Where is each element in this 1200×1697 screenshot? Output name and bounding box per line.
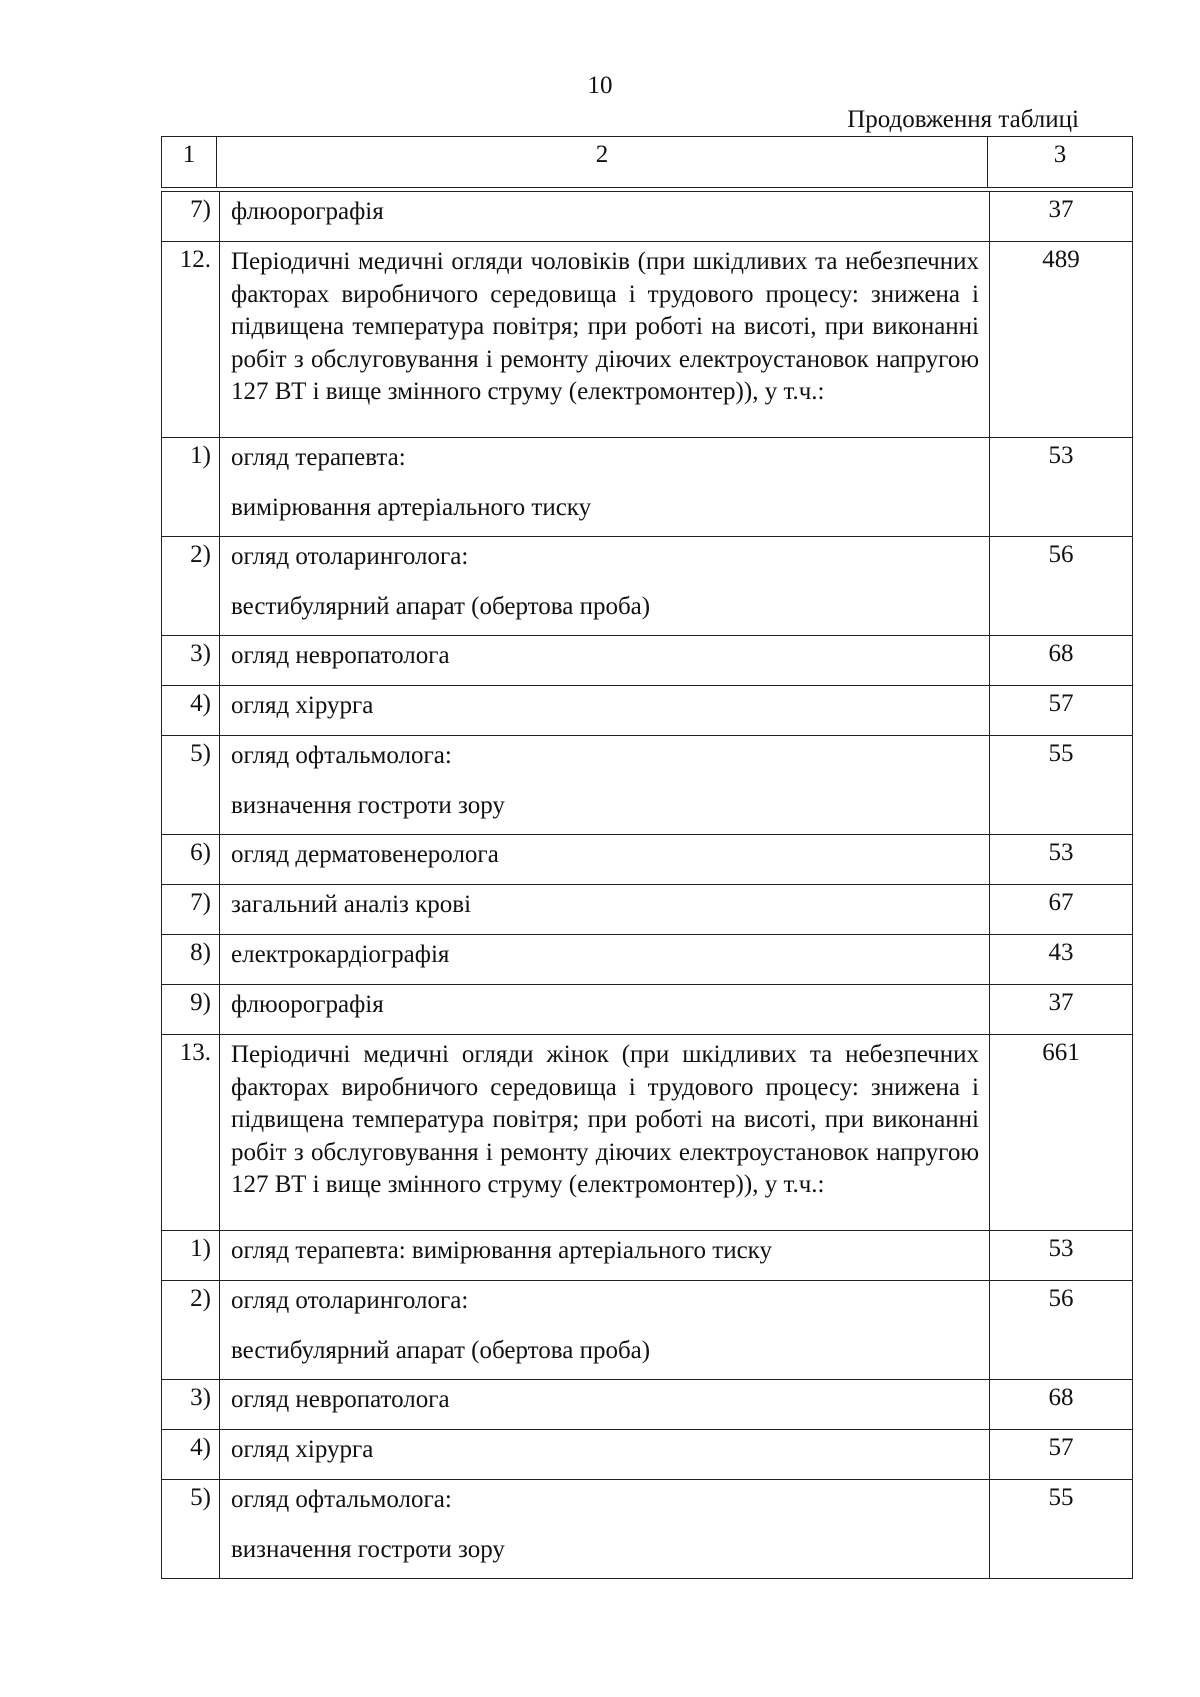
table-row: [162, 736, 1133, 835]
row-value: 68: [990, 1380, 1133, 1430]
description-text: електрокардіографія: [231, 941, 450, 968]
table-row: [162, 885, 1133, 935]
description-text: огляд хірурга: [231, 1436, 374, 1463]
row-number: 5): [162, 1480, 220, 1579]
table-row: [162, 835, 1133, 885]
row-number: 4): [162, 1430, 220, 1480]
description-text: огляд отоларинголога:: [231, 543, 469, 570]
row-description: [220, 1480, 990, 1579]
row-value: 57: [990, 686, 1133, 736]
row-number: 12.: [162, 242, 220, 438]
description-subtext: вестибулярний апарат (обертова проба): [231, 1336, 651, 1364]
row-description: [220, 686, 990, 736]
row-description: [220, 1380, 990, 1430]
row-value: 55: [990, 1480, 1133, 1579]
row-description: [220, 1035, 990, 1231]
table-continued-label: Продовження таблиці: [847, 106, 1079, 133]
row-value: 56: [990, 1281, 1133, 1380]
row-description: [220, 1231, 990, 1281]
row-value: 661: [990, 1035, 1133, 1231]
row-value: 53: [990, 438, 1133, 537]
table-row: [162, 192, 1133, 242]
description-text: Періодичні медичні огляди чоловіків (при шкідливих та небезпечних факторах виробничого середовища і трудового процесу: знижена і підвищена температура повітря; при роботі на висоті, при виконанні робіт з обслуговування і ремонту діючих електроустановок напругою 127 ВТ і вище змінного струму (електромонтер)), у т.ч.:: [231, 248, 979, 405]
row-description: [220, 736, 990, 835]
description-subtext: вестибулярний апарат (обертова проба): [231, 592, 651, 620]
table-row: [162, 1480, 1133, 1579]
table-row: [162, 935, 1133, 985]
description-text: огляд офтальмолога:: [231, 1486, 452, 1513]
description-text: огляд терапевта: вимірювання артеріального тиску: [231, 1237, 772, 1264]
row-description: [220, 1281, 990, 1380]
row-value: 43: [990, 935, 1133, 985]
row-number: 3): [162, 636, 220, 686]
table-row: [162, 1430, 1133, 1480]
row-value: 53: [990, 1231, 1133, 1281]
row-description: [220, 438, 990, 537]
description-text: огляд невропатолога: [231, 642, 450, 669]
table-row: [162, 438, 1133, 537]
page-number: 10: [587, 72, 613, 99]
services-table: [161, 191, 1133, 1579]
description-text: флюорографія: [231, 991, 384, 1018]
header-col-2: 2: [217, 137, 988, 187]
description-text: флюорографія: [231, 198, 384, 225]
row-number: 4): [162, 686, 220, 736]
table-row: [162, 1035, 1133, 1231]
row-number: 2): [162, 1281, 220, 1380]
table-row: [162, 1380, 1133, 1430]
table-row: [162, 1231, 1133, 1281]
description-text: загальний аналіз крові: [231, 891, 472, 918]
table-row: [162, 537, 1133, 636]
table-row: [162, 985, 1133, 1035]
description-subtext: визначення гостроти зору: [231, 1535, 505, 1563]
header-col-1: 1: [162, 137, 217, 187]
description-subtext: вимірювання артеріального тиску: [231, 493, 592, 521]
description-text: огляд хірурга: [231, 692, 374, 719]
row-number: 1): [162, 1231, 220, 1281]
header-col-3: 3: [1053, 141, 1067, 168]
table-header: [161, 136, 1133, 188]
row-value: 489: [990, 242, 1133, 438]
row-number: 6): [162, 835, 220, 885]
row-number: 5): [162, 736, 220, 835]
row-value: 57: [990, 1430, 1133, 1480]
table-row: [162, 242, 1133, 438]
row-number: 3): [162, 1380, 220, 1430]
description-text: огляд невропатолога: [231, 1386, 450, 1413]
row-description: [220, 985, 990, 1035]
row-value: 56: [990, 537, 1133, 636]
table-row: [162, 636, 1133, 686]
row-description: [220, 636, 990, 686]
row-description: [220, 192, 990, 242]
row-number: 1): [162, 438, 220, 537]
description-text: огляд дерматовенеролога: [231, 841, 499, 868]
table-row: [162, 1281, 1133, 1380]
row-description: [220, 885, 990, 935]
row-description: [220, 835, 990, 885]
row-number: 13.: [162, 1035, 220, 1231]
row-number: 8): [162, 935, 220, 985]
row-value: 67: [990, 885, 1133, 935]
row-value: 37: [990, 192, 1133, 242]
description-text: огляд терапевта:: [231, 444, 406, 471]
row-number: 7): [162, 885, 220, 935]
row-value: 68: [990, 636, 1133, 686]
description-subtext: визначення гостроти зору: [231, 791, 505, 819]
table-row: [162, 686, 1133, 736]
row-description: [220, 935, 990, 985]
row-value: 37: [990, 985, 1133, 1035]
row-number: 9): [162, 985, 220, 1035]
row-value: 53: [990, 835, 1133, 885]
row-number: 2): [162, 537, 220, 636]
description-text: огляд офтальмолога:: [231, 742, 452, 769]
row-description: [220, 537, 990, 636]
row-description: [220, 1430, 990, 1480]
row-description: [220, 242, 990, 438]
description-text: Періодичні медичні огляди жінок (при шкідливих та небезпечних факторах виробничого середовища і трудового процесу: знижена і підвищена температура повітря; при роботі на висоті, при виконанні робіт з обслуговування і ремонту діючих електроустановок напругою 127 ВТ і вище змінного струму (електромонтер)), у т.ч.:: [231, 1041, 979, 1198]
row-value: 55: [990, 736, 1133, 835]
description-text: огляд отоларинголога:: [231, 1287, 469, 1314]
row-number: 7): [162, 192, 220, 242]
